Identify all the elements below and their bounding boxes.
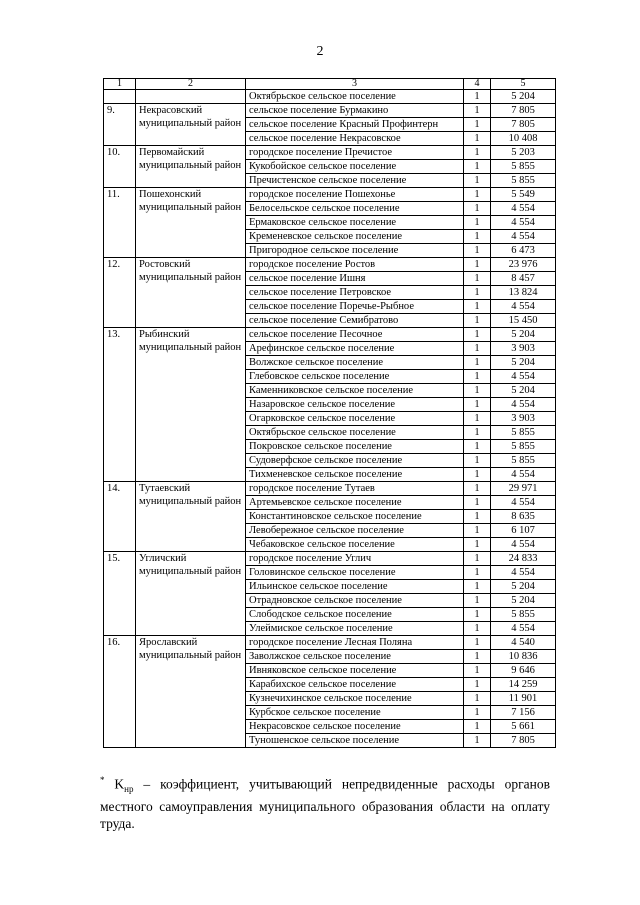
- coefficient-value: 1: [464, 692, 491, 706]
- coefficient-value: 1: [464, 342, 491, 356]
- coefficient-value: 1: [464, 524, 491, 538]
- settlement-name: Ивняковское сельское поселение: [246, 664, 464, 678]
- district-name: Ростовский муниципальный район: [136, 258, 246, 328]
- amount-value: 14 259: [491, 678, 556, 692]
- settlement-name: Каменниковское сельское поселение: [246, 384, 464, 398]
- amount-value: 5 855: [491, 608, 556, 622]
- settlement-name: Заволжское сельское поселение: [246, 650, 464, 664]
- settlement-name: городское поселение Пошехонье: [246, 188, 464, 202]
- coefficient-value: 1: [464, 706, 491, 720]
- amount-value: 4 554: [491, 300, 556, 314]
- amount-value: 4 554: [491, 230, 556, 244]
- amount-value: 5 855: [491, 426, 556, 440]
- settlement-name: Некрасовское сельское поселение: [246, 720, 464, 734]
- amount-value: 5 204: [491, 356, 556, 370]
- amount-value: 4 554: [491, 216, 556, 230]
- amount-value: 3 903: [491, 412, 556, 426]
- settlement-name: Глебовское сельское поселение: [246, 370, 464, 384]
- row-number: 12.: [104, 258, 136, 328]
- table-header-row: [104, 79, 556, 90]
- amount-value: 5 204: [491, 594, 556, 608]
- header-cell: 4: [464, 79, 491, 90]
- table-row: [104, 188, 556, 202]
- amount-value: 5 855: [491, 454, 556, 468]
- coefficients-table: [103, 78, 556, 748]
- coefficient-value: 1: [464, 272, 491, 286]
- settlement-name: Пречистенское сельское поселение: [246, 174, 464, 188]
- coefficient-value: 1: [464, 566, 491, 580]
- settlement-name: Назаровское сельское поселение: [246, 398, 464, 412]
- coefficient-value: 1: [464, 104, 491, 118]
- amount-value: 5 203: [491, 146, 556, 160]
- coefficient-value: 1: [464, 90, 491, 104]
- settlement-name: Константиновское сельское поселение: [246, 510, 464, 524]
- coefficient-value: 1: [464, 258, 491, 272]
- table-row: [104, 146, 556, 160]
- amount-value: 6 107: [491, 524, 556, 538]
- amount-value: 5 549: [491, 188, 556, 202]
- amount-value: 6 473: [491, 244, 556, 258]
- district-name: Пошехонский муниципальный район: [136, 188, 246, 258]
- amount-value: 5 204: [491, 384, 556, 398]
- settlement-name: Арефинское сельское поселение: [246, 342, 464, 356]
- settlement-name: сельское поселение Песочное: [246, 328, 464, 342]
- amount-value: 9 646: [491, 664, 556, 678]
- amount-value: 5 204: [491, 580, 556, 594]
- row-number: 13.: [104, 328, 136, 482]
- coefficient-value: 1: [464, 174, 491, 188]
- coefficient-value: 1: [464, 132, 491, 146]
- settlement-name: Головинское сельское поселение: [246, 566, 464, 580]
- settlement-name: Огарковское сельское поселение: [246, 412, 464, 426]
- amount-value: 5 855: [491, 160, 556, 174]
- amount-value: 10 408: [491, 132, 556, 146]
- settlement-name: Покровское сельское поселение: [246, 440, 464, 454]
- coefficient-value: 1: [464, 608, 491, 622]
- header-cell: 3: [246, 79, 464, 90]
- table-row: [104, 258, 556, 272]
- amount-value: 23 976: [491, 258, 556, 272]
- header-cell: 2: [136, 79, 246, 90]
- footnote: [100, 772, 550, 832]
- amount-value: 5 855: [491, 440, 556, 454]
- amount-value: 4 554: [491, 496, 556, 510]
- settlement-name: Артемьевское сельское поселение: [246, 496, 464, 510]
- settlement-name: городское поселение Ростов: [246, 258, 464, 272]
- coefficient-value: 1: [464, 328, 491, 342]
- district-name: Некрасовский муниципальный район: [136, 104, 246, 146]
- table-row: [104, 328, 556, 342]
- coefficient-value: 1: [464, 440, 491, 454]
- coefficient-value: 1: [464, 678, 491, 692]
- row-number: 10.: [104, 146, 136, 188]
- settlement-name: сельское поселение Ишня: [246, 272, 464, 286]
- coefficient-value: 1: [464, 188, 491, 202]
- coefficient-value: 1: [464, 636, 491, 650]
- coefficient-value: 1: [464, 426, 491, 440]
- row-number: 15.: [104, 552, 136, 636]
- coefficient-value: 1: [464, 412, 491, 426]
- settlement-name: сельское поселение Красный Профинтерн: [246, 118, 464, 132]
- row-number: 9.: [104, 104, 136, 146]
- header-cell: 5: [491, 79, 556, 90]
- coefficient-value: 1: [464, 482, 491, 496]
- amount-value: 7 805: [491, 118, 556, 132]
- settlement-name: Отрадновское сельское поселение: [246, 594, 464, 608]
- amount-value: 15 450: [491, 314, 556, 328]
- row-number: 11.: [104, 188, 136, 258]
- settlement-name: Курбское сельское поселение: [246, 706, 464, 720]
- amount-value: 10 836: [491, 650, 556, 664]
- settlement-name: Белосельское сельское поселение: [246, 202, 464, 216]
- settlement-name: сельское поселение Бурмакино: [246, 104, 464, 118]
- row-number: 16.: [104, 636, 136, 748]
- district-name: Угличский муниципальный район: [136, 552, 246, 636]
- settlement-name: Октябрьское сельское поселение: [246, 90, 464, 104]
- page-number: 2: [316, 44, 324, 59]
- district-name: Ярославский муниципальный район: [136, 636, 246, 748]
- settlement-name: сельское поселение Семибратово: [246, 314, 464, 328]
- coefficient-value: 1: [464, 398, 491, 412]
- row-number: 14.: [104, 482, 136, 552]
- coefficient-value: 1: [464, 300, 491, 314]
- amount-value: 5 855: [491, 174, 556, 188]
- amount-value: 4 554: [491, 202, 556, 216]
- amount-value: 8 635: [491, 510, 556, 524]
- settlement-name: Кукобойское сельское поселение: [246, 160, 464, 174]
- coefficient-value: 1: [464, 286, 491, 300]
- settlement-name: Левобережное сельское поселение: [246, 524, 464, 538]
- coefficient-value: 1: [464, 496, 491, 510]
- settlement-name: Слободское сельское поселение: [246, 608, 464, 622]
- amount-value: 4 554: [491, 398, 556, 412]
- settlement-name: сельское поселение Поречье-Рыбное: [246, 300, 464, 314]
- coefficient-value: 1: [464, 356, 491, 370]
- amount-value: 5 661: [491, 720, 556, 734]
- amount-value: 3 903: [491, 342, 556, 356]
- settlement-name: Ильинское сельское поселение: [246, 580, 464, 594]
- footnote-text: – коэффициент, учитывающий непредвиденные расходы органов местного самоуправления муниципального образования области на оплату труда.: [100, 776, 550, 832]
- amount-value: 4 554: [491, 468, 556, 482]
- settlement-name: Улеймиское сельское поселение: [246, 622, 464, 636]
- amount-value: 4 554: [491, 622, 556, 636]
- amount-value: 11 901: [491, 692, 556, 706]
- amount-value: 4 554: [491, 538, 556, 552]
- amount-value: 5 204: [491, 90, 556, 104]
- settlement-name: Карабихское сельское поселение: [246, 678, 464, 692]
- settlement-name: Ермаковское сельское поселение: [246, 216, 464, 230]
- amount-value: 7 805: [491, 104, 556, 118]
- coefficient-value: 1: [464, 594, 491, 608]
- settlement-name: Кременевское сельское поселение: [246, 230, 464, 244]
- settlement-name: сельское поселение Петровское: [246, 286, 464, 300]
- table-row: [104, 552, 556, 566]
- table-row: [104, 636, 556, 650]
- table-row: [104, 104, 556, 118]
- coefficient-value: 1: [464, 720, 491, 734]
- coefficient-value: 1: [464, 650, 491, 664]
- settlement-name: Судоверфское сельское поселение: [246, 454, 464, 468]
- coefficient-value: 1: [464, 510, 491, 524]
- row-number: [104, 90, 136, 104]
- amount-value: 4 554: [491, 566, 556, 580]
- coefficient-value: 1: [464, 454, 491, 468]
- coefficient-value: 1: [464, 552, 491, 566]
- district-name: [136, 90, 246, 104]
- settlement-name: Тихменевское сельское поселение: [246, 468, 464, 482]
- settlement-name: Кузнечихинское сельское поселение: [246, 692, 464, 706]
- district-name: Первомайский муниципальный район: [136, 146, 246, 188]
- amount-value: 4 540: [491, 636, 556, 650]
- amount-value: 29 971: [491, 482, 556, 496]
- amount-value: 13 824: [491, 286, 556, 300]
- coefficient-value: 1: [464, 118, 491, 132]
- settlement-name: Пригородное сельское поселение: [246, 244, 464, 258]
- amount-value: 8 457: [491, 272, 556, 286]
- coefficient-value: 1: [464, 384, 491, 398]
- coefficient-value: 1: [464, 216, 491, 230]
- coefficient-value: 1: [464, 314, 491, 328]
- settlement-name: городское поселение Углич: [246, 552, 464, 566]
- footnote-star: *: [100, 775, 105, 785]
- amount-value: 5 204: [491, 328, 556, 342]
- coefficient-value: 1: [464, 664, 491, 678]
- amount-value: 4 554: [491, 370, 556, 384]
- settlement-name: Октябрьское сельское поселение: [246, 426, 464, 440]
- coefficient-value: 1: [464, 146, 491, 160]
- table-row: [104, 90, 556, 104]
- coefficient-value: 1: [464, 622, 491, 636]
- coefficient-value: 1: [464, 370, 491, 384]
- settlement-name: городское поселение Лесная Поляна: [246, 636, 464, 650]
- district-name: Тутаевский муниципальный район: [136, 482, 246, 552]
- settlement-name: Туношенское сельское поселение: [246, 734, 464, 748]
- footnote-k-sub: нр: [124, 784, 134, 795]
- coefficient-value: 1: [464, 160, 491, 174]
- settlement-name: сельское поселение Некрасовское: [246, 132, 464, 146]
- coefficient-value: 1: [464, 468, 491, 482]
- amount-value: 7 156: [491, 706, 556, 720]
- header-cell: 1: [104, 79, 136, 90]
- amount-value: 7 805: [491, 734, 556, 748]
- coefficient-value: 1: [464, 538, 491, 552]
- coefficient-value: 1: [464, 244, 491, 258]
- footnote-k: K: [114, 776, 125, 792]
- settlement-name: Чебаковское сельское поселение: [246, 538, 464, 552]
- district-name: Рыбинский муниципальный район: [136, 328, 246, 482]
- coefficient-value: 1: [464, 202, 491, 216]
- amount-value: 24 833: [491, 552, 556, 566]
- settlement-name: городское поселение Тутаев: [246, 482, 464, 496]
- coefficient-value: 1: [464, 580, 491, 594]
- settlement-name: Волжское сельское поселение: [246, 356, 464, 370]
- coefficient-value: 1: [464, 230, 491, 244]
- settlement-name: городское поселение Пречистое: [246, 146, 464, 160]
- coefficient-value: 1: [464, 734, 491, 748]
- table-row: [104, 482, 556, 496]
